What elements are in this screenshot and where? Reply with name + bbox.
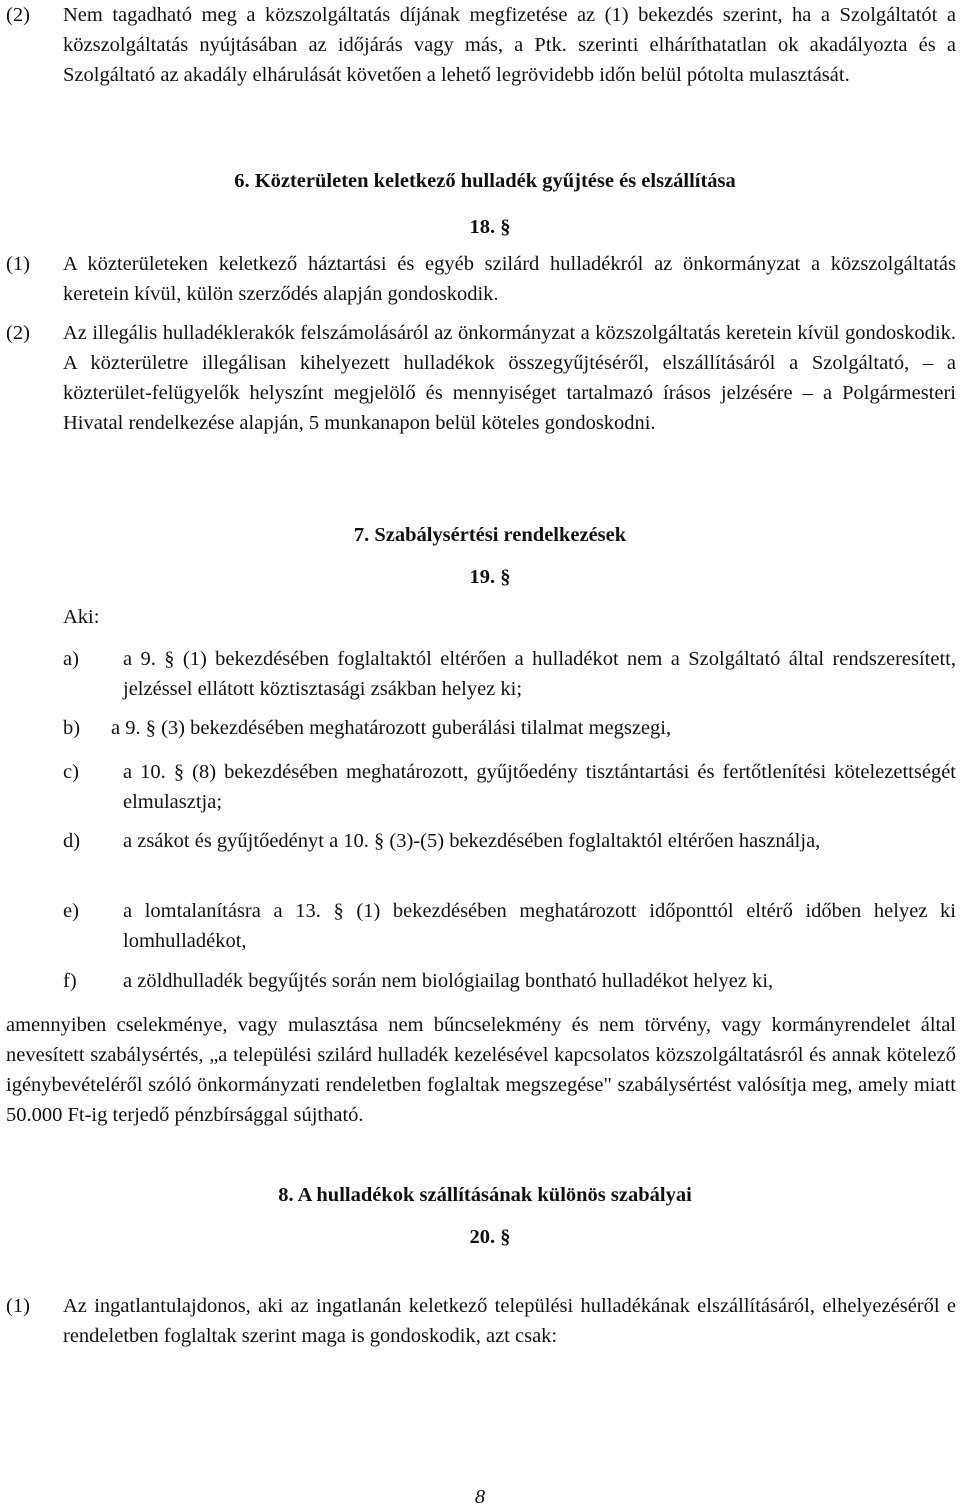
- list-item-text: a 9. § (3) bekezdésében meghatározott guberálási tilalmat megszegi,: [111, 717, 672, 739]
- paragraph-text: Az ingatlantulajdonos, aki az ingatlanán keletkező települési hulladékának elszállításáról, elhelyezéséről e rendeletben foglaltak szerint maga is gondoskodik, azt csak:: [63, 1295, 956, 1347]
- paragraph-text: Nem tagadható meg a közszolgáltatás díjának megfizetése az (1) bekezdés szerint, ha a Szolgáltatót a közszolgáltatás nyújtásában az időjárás vagy más, a Ptk. szerinti elháríthatatlan ok akadályozta és a Szolgáltató az akadály elhárulását követően a lehető legrövidebb időn belül pótolta mulasztását.: [63, 4, 956, 86]
- paragraph-number: (1): [6, 1295, 30, 1317]
- paragraph-mark: 19. §: [469, 566, 511, 588]
- list-item-label: f): [63, 970, 77, 992]
- paragraph-number: (1): [6, 253, 30, 275]
- section-title: 8. A hulladékok szállításának különös szabályai: [278, 1184, 692, 1206]
- section-title: 7. Szabálysértési rendelkezések: [353, 524, 627, 546]
- page-number: 8: [474, 1486, 486, 1508]
- paragraph-text: Az illegális hulladéklerakók felszámolásáról az önkormányzat a közszolgáltatás keretein kívül gondoskodik. A közterületre illegálisan kihelyezett hulladékok összegyűjtéséről, elszállításáról a Szolgáltató, – a közterület-felügyelők helyszínt megjelölő és mennyiséget tartalmazó írásos jelzésére – a Polgármesteri Hivatal rendelkezése alapján, 5 munkanapon belül köteles gondoskodni.: [63, 322, 956, 434]
- list-item-text: a lomtalanításra a 13. § (1) bekezdésében meghatározott időponttól eltérő időben helyez ki lomhulladékot,: [123, 900, 956, 952]
- list-item-label: d): [63, 830, 81, 852]
- paragraph-text: A közterületeken keletkező háztartási és egyéb szilárd hulladékról az önkormányzat a közszolgáltatás keretein kívül, külön szerződés alapján gondoskodik.: [63, 253, 956, 305]
- list-item-label: a): [63, 648, 79, 670]
- list-item-text: a zsákot és gyűjtőedényt a 10. § (3)-(5) bekezdésében foglaltaktól eltérően használja,: [123, 830, 821, 852]
- list-item-label: b): [63, 717, 81, 739]
- section-title: 6. Közterületen keletkező hulladék gyűjtése és elszállítása: [234, 170, 736, 192]
- closing-paragraph: amennyiben cselekménye, vagy mulasztása nem bűncselekmény és nem törvény, vagy kormányrendelet által nevesített szabálysértés, „a települési szilárd hulladék kezelésével kapcsolatos közszolgáltatásról és annak kötelező igénybevételéről szóló önkormányzati rendeletben foglaltak megszegése" szabálysértést valósítja meg, amely miatt 50.000 Ft-ig terjedő pénzbírsággal sújtható.: [6, 1014, 956, 1126]
- list-item-label: c): [63, 761, 79, 783]
- paragraph-number: (2): [6, 322, 30, 344]
- aki-label: Aki:: [63, 606, 100, 628]
- list-item-label: e): [63, 900, 79, 922]
- list-item-text: a 9. § (1) bekezdésében foglaltaktól eltérően a hulladékot nem a Szolgáltató által rendszeresített, jelzéssel ellátott köztisztasági zsákban helyez ki;: [123, 648, 956, 700]
- list-item-text: a 10. § (8) bekezdésében meghatározott, gyűjtőedény tisztántartási és fertőtlenítési kötelezettségét elmulasztja;: [123, 761, 956, 813]
- paragraph-mark: 18. §: [469, 216, 511, 238]
- paragraph-mark: 20. §: [469, 1226, 511, 1248]
- list-item-text: a zöldhulladék begyűjtés során nem biológiailag bontható hulladékot helyez ki,: [123, 970, 774, 992]
- paragraph-number: (2): [6, 4, 30, 26]
